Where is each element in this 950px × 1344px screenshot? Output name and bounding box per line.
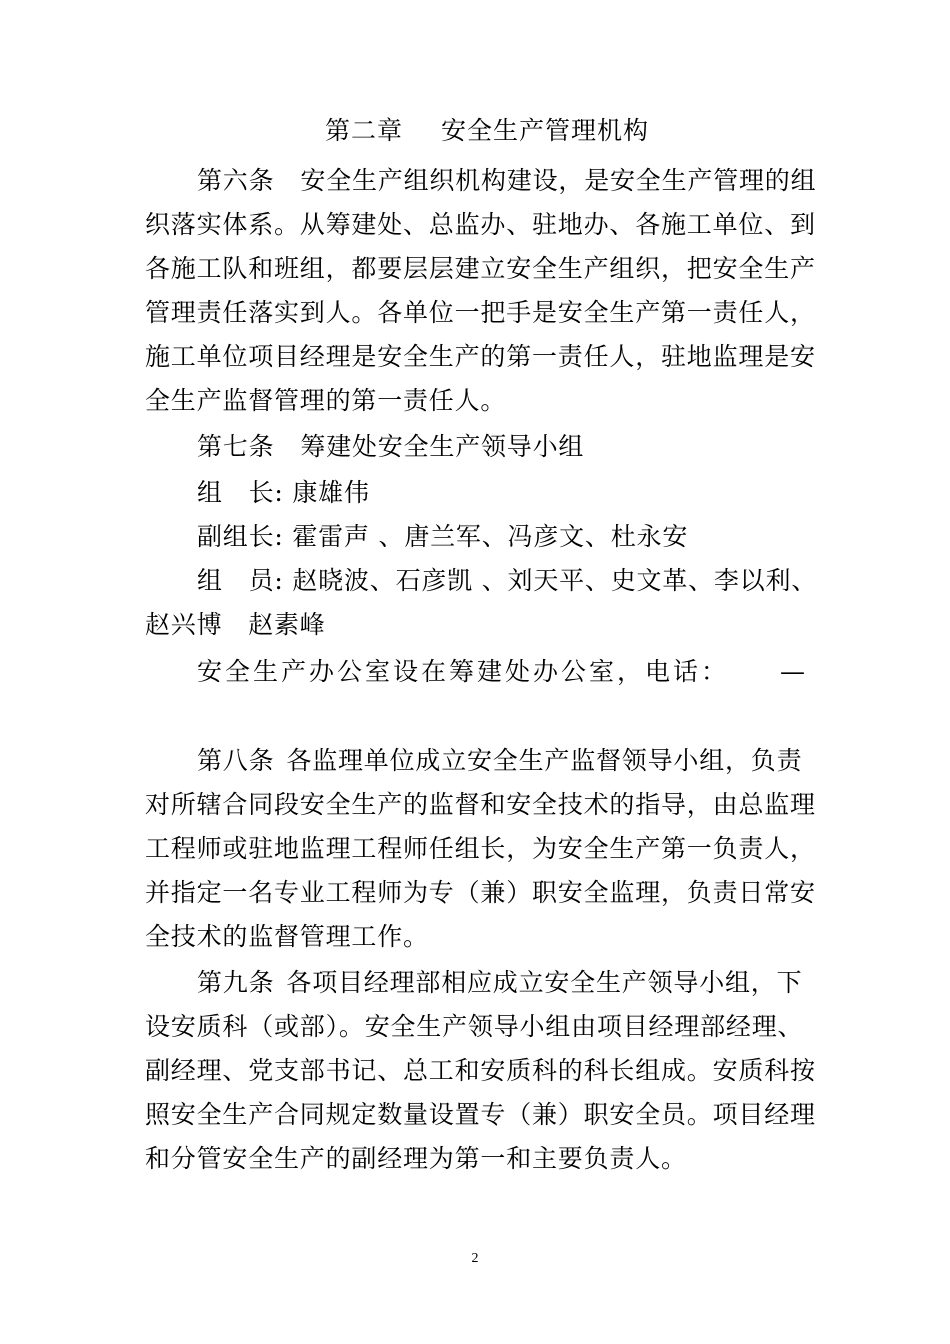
article-7-label: 第七条 — [197, 432, 275, 461]
article-6-line-1: 安全生产组织机构建设，是安全生产管理的组 — [300, 166, 817, 195]
members-line — [197, 566, 817, 596]
article-8-label: 第八条 — [197, 746, 275, 775]
article-6-line-2: 织落实体系。从筹建处、总监办、驻地办、各施工单位、到 — [145, 210, 816, 239]
group-leader-label: 组 长: — [197, 478, 284, 507]
members-label: 组 员: — [197, 566, 284, 595]
article-9-line-5: 和分管安全生产的副经理为第一和主要负责人。 — [145, 1144, 687, 1173]
deputy-leaders-label: 副组长: — [197, 522, 284, 551]
article-8-line-5: 全技术的监督管理工作。 — [145, 922, 429, 951]
safety-office-line: 安全生产办公室设在筹建处办公室，电话： — [197, 657, 730, 686]
group-leader-line — [197, 478, 370, 508]
article-8-line-3: 工程师或驻地监理工程师任组长，为安全生产第一负责人， — [145, 834, 816, 863]
article-8-first-line — [197, 746, 802, 776]
article-6-line-4: 管理责任落实到人。各单位一把手是安全生产第一责任人， — [145, 298, 816, 327]
article-7-title: 筹建处安全生产领导小组 — [300, 432, 585, 461]
article-9-line-2: 设安质科（或部）。安全生产领导小组由项目经理部经理、 — [145, 1012, 804, 1041]
article-9-line-3: 副经理、党支部书记、总工和安质科的科长组成。安质科按 — [145, 1056, 816, 1085]
article-9-line-1: 各项目经理部相应成立安全生产领导小组，下 — [286, 968, 803, 997]
chapter-name: 安全生产管理机构 — [441, 116, 650, 145]
article-8-line-2: 对所辖合同段安全生产的监督和安全技术的指导，由总监理 — [145, 790, 816, 819]
article-8-line-4: 并指定一名专业工程师为专（兼）职安全监理，负责日常安 — [145, 878, 816, 907]
article-6-label: 第六条 — [197, 166, 275, 195]
chapter-number: 第二章 — [325, 116, 404, 145]
article-6-line-5: 施工单位项目经理是安全生产的第一责任人，驻地监理是安 — [145, 342, 816, 371]
article-6-first-line — [197, 166, 816, 196]
office-phone: — — [780, 657, 805, 686]
article-6-line-6: 全生产监督管理的第一责任人。 — [145, 386, 507, 415]
group-leader-name: 康雄伟 — [292, 478, 370, 507]
deputy-leaders-line — [197, 522, 688, 552]
article-7-heading — [197, 432, 584, 462]
article-9-first-line — [197, 968, 802, 998]
article-9-label: 第九条 — [197, 968, 275, 997]
article-6-line-3: 各施工队和班组，都要层层建立安全生产组织，把安全生产 — [145, 254, 816, 283]
members-names-2: 赵兴博 赵素峰 — [145, 610, 326, 639]
members-names-1: 赵晓波、石彦凯 、刘天平、史文革、李以利、 — [292, 566, 818, 595]
article-8-line-1: 各监理单位成立安全生产监督领导小组，负责 — [286, 746, 803, 775]
chapter-title — [325, 116, 649, 146]
deputy-leaders-names: 霍雷声 、唐兰军、冯彦文、杜永安 — [292, 522, 689, 551]
article-9-line-4: 照安全生产合同规定数量设置专（兼）职安全员。项目经理 — [145, 1100, 816, 1129]
page-number: 2 — [471, 1251, 479, 1266]
